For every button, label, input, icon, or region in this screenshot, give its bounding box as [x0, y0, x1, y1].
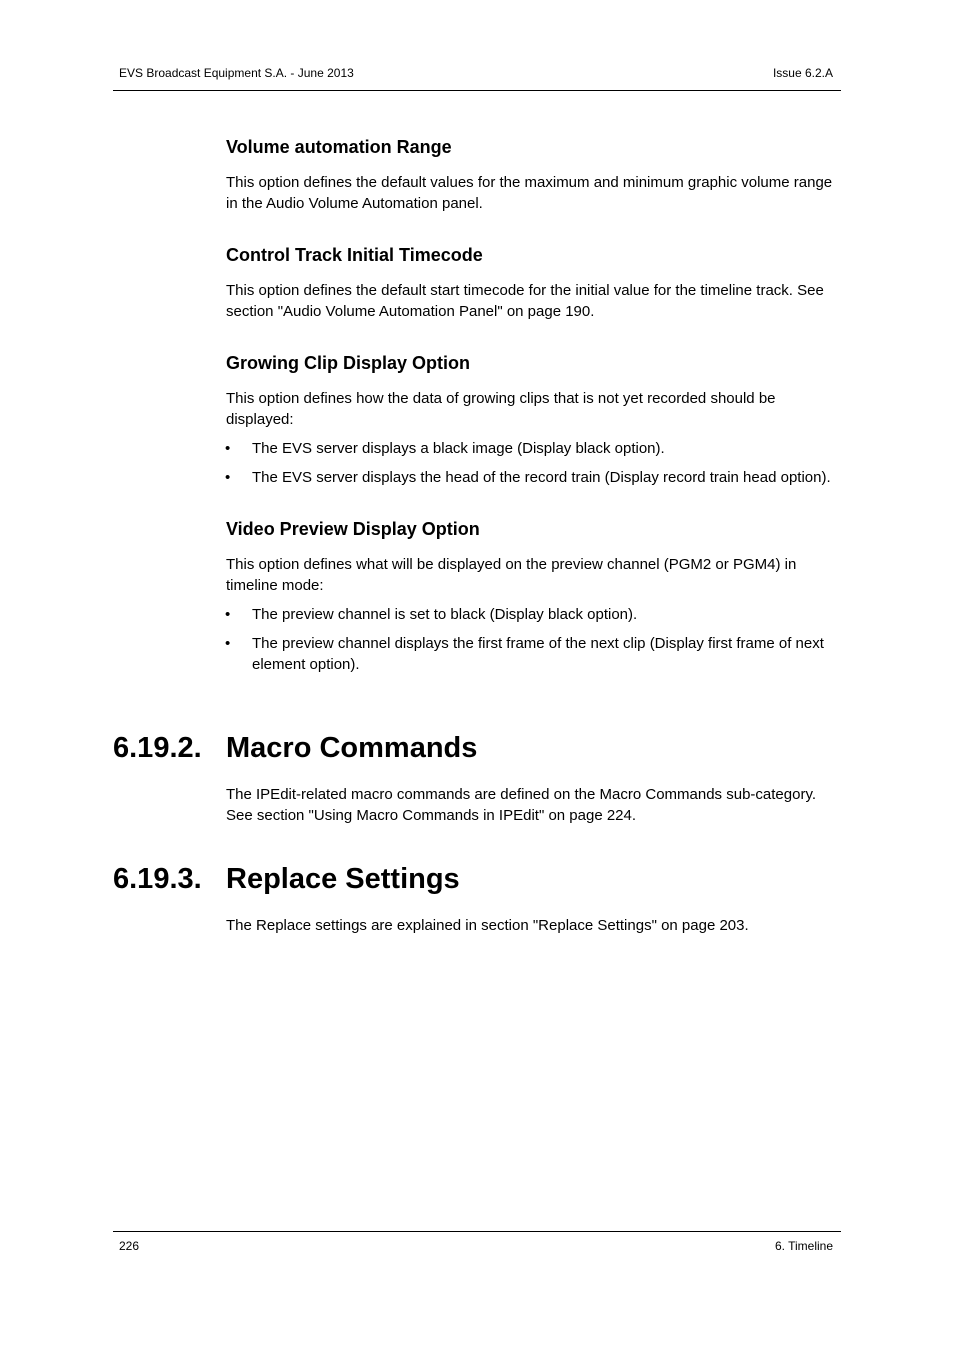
- heading-video-preview-display: Video Preview Display Option: [226, 519, 480, 539]
- section-number: 6.19.2.: [113, 732, 202, 764]
- bullet-icon: •: [225, 469, 231, 486]
- page-header: [113, 65, 841, 91]
- section-number: 6.19.3.: [113, 863, 202, 895]
- section-title: Replace Settings: [226, 863, 460, 895]
- list-item: • The EVS server displays a black image (Display black option).: [225, 440, 665, 457]
- bullet-icon: •: [225, 635, 231, 652]
- header-issue: Issue 6.2.A: [772, 66, 833, 80]
- text-control-track-timecode: This option defines the default start timecode for the initial value for the timeline track. See section "Audio Volume Automation Panel" on page 190.: [226, 282, 824, 320]
- video-preview-bullet-list: [226, 604, 846, 675]
- text-video-preview-display: This option defines what will be displayed on the preview channel (PGM2 or PGM4) in timeline mode:: [226, 556, 797, 594]
- options-content: [226, 136, 846, 683]
- section-title: Macro Commands: [226, 732, 478, 764]
- list-item: • The preview channel displays the first frame of the next clip (Display first frame of next element option).: [225, 635, 824, 673]
- heading-control-track-timecode: Control Track Initial Timecode: [226, 245, 483, 265]
- growing-clip-bullet-list: [226, 438, 846, 488]
- page-footer: [113, 1231, 841, 1262]
- text-macro-commands: The IPEdit-related macro commands are defined on the Macro Commands sub-category. See section "Using Macro Commands in IPEdit" on page 224.: [226, 786, 816, 824]
- text-growing-clip-display: This option defines how the data of growing clips that is not yet recorded should be displayed:: [226, 390, 776, 428]
- macro-commands-body: [226, 784, 846, 834]
- text-volume-automation-range: This option defines the default values for the maximum and minimum graphic volume range in the Audio Volume Automation panel.: [226, 174, 833, 212]
- chapter-name: 6. Timeline: [774, 1239, 833, 1253]
- bullet-icon: •: [225, 440, 231, 457]
- list-item: • The EVS server displays the head of the record train (Display record train head option).: [225, 469, 831, 486]
- section-heading-macro-commands: [113, 731, 477, 765]
- section-heading-replace-settings: [113, 862, 460, 896]
- list-item: • The preview channel is set to black (Display black option).: [225, 606, 638, 623]
- header-publisher: EVS Broadcast Equipment S.A. - June 2013: [119, 66, 354, 80]
- heading-growing-clip-display: Growing Clip Display Option: [226, 353, 471, 373]
- replace-settings-body: [226, 915, 846, 944]
- text-replace-settings: The Replace settings are explained in section "Replace Settings" on page 203.: [226, 917, 749, 934]
- bullet-icon: •: [225, 606, 231, 623]
- page-number: 226: [119, 1239, 140, 1253]
- heading-volume-automation-range: Volume automation Range: [226, 137, 452, 157]
